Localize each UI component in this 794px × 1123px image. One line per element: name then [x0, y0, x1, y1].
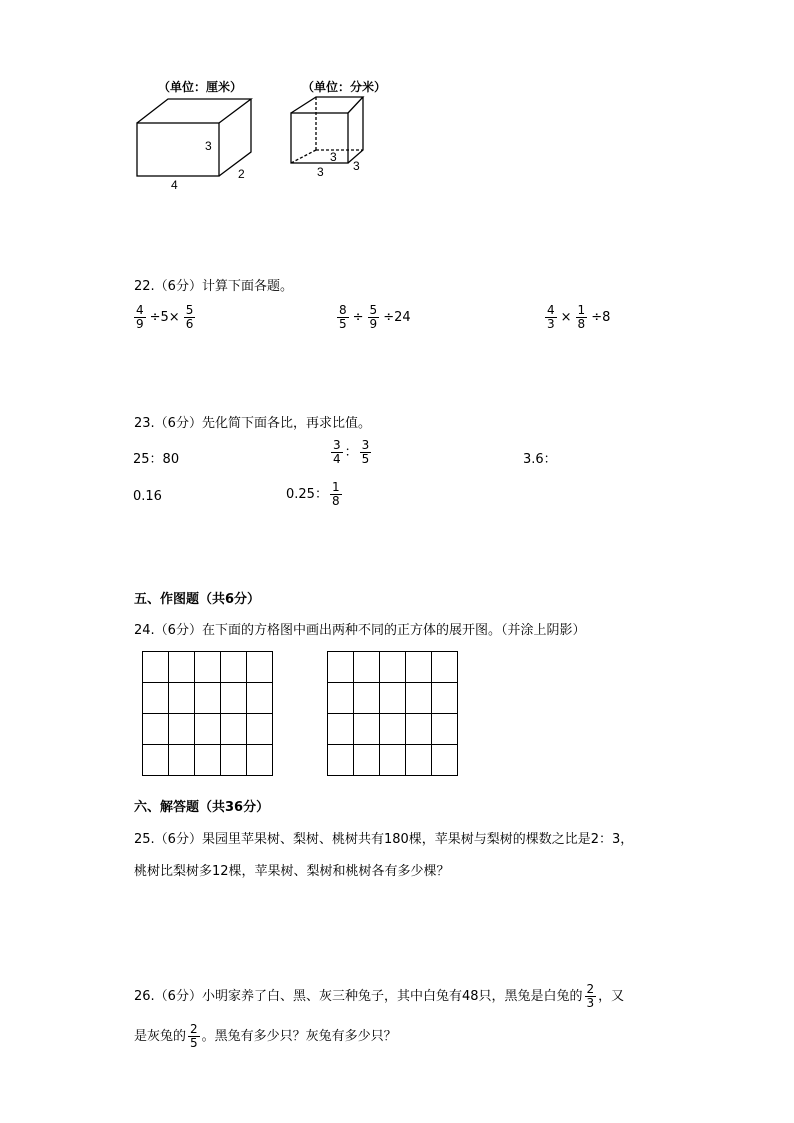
q23-ratio-3: 3.6： [523, 452, 557, 467]
cuboid-height-label: 3 [205, 139, 212, 153]
cube-figure [291, 97, 363, 163]
fraction: $\frac{3}{4}$ [333, 438, 341, 466]
q25-line-1: 25.（6分）果园里苹果树、梨树、桃树共有180棵，苹果树与梨树的棵数之比是2：3， [134, 832, 634, 847]
cuboid-figure [137, 99, 251, 176]
cuboid-length-label: 4 [171, 178, 178, 192]
geometry-figures [120, 70, 420, 200]
q25-line-2: 桃树比梨树多12棵，苹果树、梨树和桃树各有多少棵？ [134, 864, 450, 879]
fraction: $\frac{1}{8}$ [331, 480, 340, 508]
fraction: $\frac{4}{3}$ [547, 303, 555, 331]
cuboid-unit-label: （单位：厘米） [158, 80, 243, 94]
q23-ratio-4: 0.16 [133, 489, 162, 504]
q22-title: 22.（6分）计算下面各题。 [134, 279, 293, 294]
cuboid-width-label: 2 [238, 167, 245, 181]
cube-depth-label: 3 [353, 159, 360, 173]
q26-line-2: 是灰兔的 $\frac{2}{5}$ 。黑兔有多少只？灰兔有多少只？ [134, 1022, 397, 1050]
q23-title: 23.（6分）先化简下面各比，再求比值。 [134, 416, 371, 431]
fraction: $\frac{8}{5}$ [339, 303, 347, 331]
q26-line-1: 26.（6分）小明家养了白、黑、灰三种兔子，其中白兔有48只，黑兔是白兔的 $\frac{2}{3}$ ，又 [134, 982, 625, 1010]
cube-inner-label: 3 [330, 150, 337, 164]
q23-ratio-1: 25：80 [133, 452, 180, 467]
drawing-grid-right[interactable] [327, 651, 458, 776]
cube-unit-label: （单位：分米） [302, 80, 387, 94]
cube-front-label: 3 [317, 165, 324, 179]
drawing-grid-left[interactable] [142, 651, 273, 776]
q22-expression-3: $\frac{4}{3}$ × $\frac{1}{8}$ ÷8 [547, 303, 611, 331]
fraction: $\frac{4}{9}$ [136, 303, 144, 331]
fraction: $\frac{2}{5}$ [190, 1022, 198, 1050]
fraction: $\frac{5}{6}$ [185, 303, 194, 331]
fraction: $\frac{1}{8}$ [577, 303, 586, 331]
q23-ratio-5: 0.25： $\frac{1}{8}$ [286, 480, 340, 508]
section-5-heading: 五、作图题（共6分） [134, 592, 261, 607]
q23-ratio-2: $\frac{3}{4}$ ： $\frac{3}{5}$ [333, 438, 370, 466]
q24-title: 24.（6分）在下面的方格图中画出两种不同的正方体的展开图。（并涂上阴影） [134, 623, 586, 638]
q22-expression-1: $\frac{4}{9}$ ÷5× $\frac{5}{6}$ [136, 303, 194, 331]
fraction: $\frac{5}{9}$ [369, 303, 378, 331]
fraction: $\frac{2}{3}$ [586, 982, 595, 1010]
q22-expression-2: $\frac{8}{5}$ ÷ $\frac{5}{9}$ ÷24 [339, 303, 411, 331]
section-6-heading: 六、解答题（共36分） [134, 800, 270, 815]
fraction: $\frac{3}{5}$ [361, 438, 370, 466]
